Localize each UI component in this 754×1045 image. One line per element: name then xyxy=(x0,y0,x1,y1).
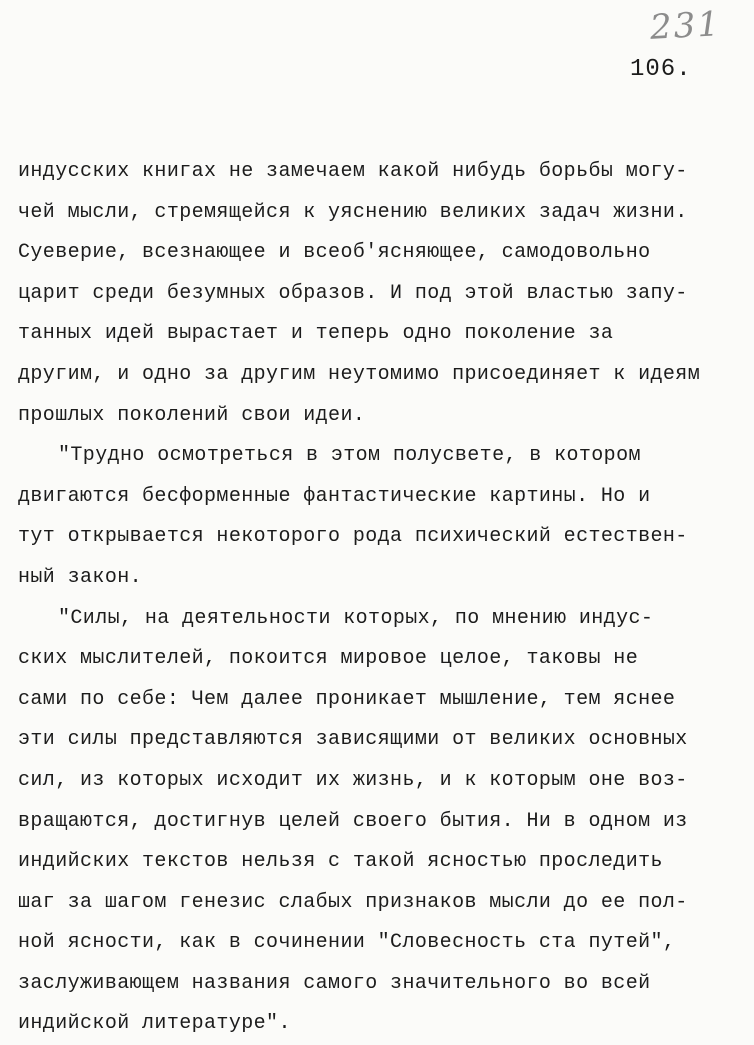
text-line: двигаются бесформенные фантастические картины. Но и xyxy=(18,484,651,508)
archive-number: 231 xyxy=(649,4,722,48)
text-line: тут открывается некоторого рода психический естествен- xyxy=(18,525,688,549)
text-line: индийских текстов нельзя с такой ясностью проследить xyxy=(18,850,663,874)
text-line: танных идей вырастает и теперь одно поколение за xyxy=(18,322,614,346)
text-line: ный закон. xyxy=(18,565,143,589)
text-line: "Трудно осмотреться в этом полусвете, в котором xyxy=(58,444,641,468)
text-line: вращаются, достигнув целей своего бытия. Ни в одном из xyxy=(18,809,688,833)
text-line: сами по себе: Чем далее проникает мышление, тем яснее xyxy=(18,687,676,711)
text-line: другим, и одно за другим неутомимо присоединяет к идеям xyxy=(18,362,701,386)
text-line: Суеверие, всезнающее и всеоб'ясняющее, самодовольно xyxy=(18,241,651,265)
text-line: чей мысли, стремящейся к уяснению великих задач жизни. xyxy=(18,200,688,224)
typed-text xyxy=(18,152,748,1045)
text-line: индусских книгах не замечаем какой нибудь борьбы могу- xyxy=(18,160,688,183)
text-line: прошлых поколений свои идеи. xyxy=(18,403,366,427)
text-line: шаг за шагом генезис слабых признаков мысли до ее пол- xyxy=(18,890,688,914)
page-number: 106. xyxy=(630,56,692,83)
text-line: ной ясности, как в сочинении "Словесность ста путей", xyxy=(18,931,676,955)
text-line: эти силы представляются зависящими от великих основных xyxy=(18,728,688,752)
text-line: сил, из которых исходит их жизнь, и к которым оне воз- xyxy=(18,768,688,792)
text-line: индийской литературе". xyxy=(18,1012,291,1036)
text-line: царит среди безумных образов. И под этой властью запу- xyxy=(18,281,688,305)
text-line: ских мыслителей, покоится мировое целое, таковы не xyxy=(18,647,639,671)
text-line: заслуживающем названия самого значительного во всей xyxy=(18,971,651,995)
text-line: "Силы, на деятельности которых, по мнению индус- xyxy=(58,606,654,630)
